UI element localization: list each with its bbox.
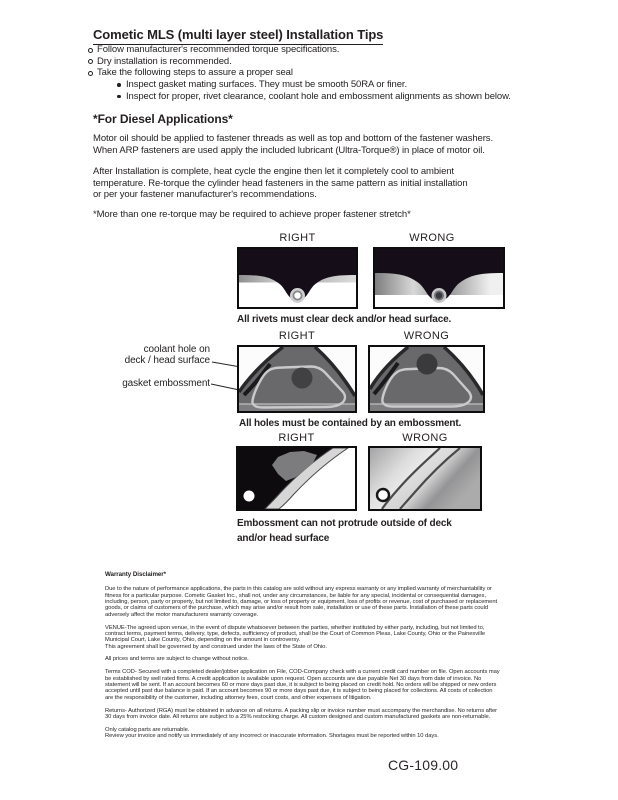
embossment-right-label: RIGHT: [278, 432, 315, 444]
warranty-line: Municipal Court, Lake County, Ohio, depending on the amount in controversy.: [105, 637, 301, 644]
rivet-wrong-svg: [375, 249, 503, 307]
diesel-section: [93, 112, 493, 221]
paragraph-line: temperature. Re-torque the cylinder head fasteners in the same pattern as initial installation: [93, 177, 468, 189]
warranty-line: including, person, party or property, but not limited to, damage, or loss of property or equipment, loss of profits or revenue, cost of purchased or replacement: [105, 599, 498, 606]
tip-item: Follow manufacturer's recommended torque specifications.: [88, 44, 511, 56]
holes-right-svg: [239, 347, 355, 411]
warranty-line: Due to the nature of performance applications, the parts in this catalog are sold without any express warranty or any implied warranty of merchantability or: [105, 586, 492, 593]
paragraph-line: When ARP fasteners are used apply the included lubricant (Ultra-Torque®) in place of motor oil.: [93, 144, 485, 156]
warranty-line: VENUE-The agreed upon venue, in the event of dispute whatsoever between the parties, whether instituted by either party, including, but not limited to,: [105, 624, 485, 631]
bolt-hole-icon: [244, 491, 255, 502]
sub-tip-item: Inspect for proper, rivet clearance, coolant hole and embossment alignments as shown below.: [117, 91, 511, 103]
sub-tips-list: [117, 79, 511, 102]
diesel-paragraph-1: [93, 133, 493, 156]
tips-list: [88, 44, 511, 79]
warranty-paragraph: [105, 727, 525, 740]
warranty-paragraph: [105, 625, 525, 650]
page-code: CG-109.00: [388, 757, 459, 773]
embossment-caption-line1: Embossment can not protrude outside of deck: [237, 518, 452, 529]
bolt-hole-icon: [377, 489, 389, 501]
warranty-paragraph: [105, 656, 525, 662]
coolant-label-line2: deck / head surface: [124, 355, 210, 366]
rivet-clearance-wrong-diagram: [373, 247, 505, 309]
holes-wrong-diagram: [368, 345, 485, 413]
warranty-line: Terms COD- Secured with a completed dealer/jobber application on File, COD-Company check with a current credit card number on file. Open accounts may: [105, 669, 500, 676]
coolant-label-line1: coolant hole on: [143, 344, 210, 355]
warranty-line: accepted until past due balance is paid. If an account becomes 90 or more days past due, it is subject to being placed for collections. All costs of collection: [105, 688, 493, 695]
holes-wrong-label: WRONG: [403, 330, 450, 342]
warranty-line: This agreement shall be governed by and construed under the laws of the State of Ohio.: [105, 643, 327, 650]
embossment-caption: [237, 516, 452, 546]
diesel-paragraph-2: [93, 166, 493, 201]
warranty-line: Returns- Authorized (RGA) must be obtained in advance on all returns. A packing slip or invoice number must accompany the merchandise. No returns after: [105, 707, 497, 714]
warranty-section: [105, 572, 525, 746]
rivet-icon: [432, 288, 447, 303]
holes-right-diagram: [237, 345, 357, 413]
coolant-hole-icon: [417, 354, 438, 375]
rivet-right-svg: [239, 249, 356, 307]
embossment-right-diagram: [236, 446, 357, 511]
warranty-paragraphs: [105, 586, 525, 739]
warranty-line: All prices and terms are subject to change without notice.: [105, 656, 249, 663]
page-title: Cometic MLS (multi layer steel) Installation Tips: [93, 27, 383, 45]
warranty-paragraph: [105, 708, 525, 721]
warranty-line: statement will be sent. If an account becomes 60 or more days past due, it is subject to being placed on credit hold. No orders will be shipped or new orders: [105, 681, 497, 688]
tip-item: Dry installation is recommended.: [88, 56, 511, 68]
rivets-wrong-label: WRONG: [409, 232, 455, 244]
paragraph-line: Motor oil should be applied to fastener threads as well as top and bottom of the fastener washers.: [93, 133, 493, 144]
paragraph-line: After Installation is complete, heat cycle the engine then let it completely cool to ambient: [93, 165, 454, 177]
rivets-caption: All rivets must clear deck and/or head surface.: [237, 314, 452, 325]
warranty-line: are the responsibility of the customer, including attorney fees, court costs, and other expenses of litigation.: [105, 694, 372, 701]
embossment-right-svg: [238, 448, 355, 509]
warranty-line: 30 days from invoice date. All returns are subject to a 25% restocking charge. All custom designed and custom manufactured gaskets are non-returnable.: [105, 713, 491, 720]
coolant-hole-icon: [292, 368, 313, 389]
warranty-line: Review your invoice and notify us immediately of any incorrect or inaccurate information. Shortages must be reported within 10 days.: [105, 733, 439, 740]
gasket-embossment-annotation: gasket embossment: [122, 378, 210, 389]
installation-tips-section: [88, 44, 511, 103]
holes-wrong-svg: [370, 347, 483, 411]
embossment-wrong-diagram: [368, 446, 482, 511]
warranty-paragraph: [105, 586, 525, 618]
sub-tip-item: Inspect gasket mating surfaces. They must be smooth 50RA or finer.: [117, 79, 511, 91]
rivet-clearance-right-diagram: [237, 247, 358, 309]
warranty-line: contract terms, payment terms, delivery, type, defects, sufficiency of product, shall be the Court of Common Pleas, Lake County, Ohio or the Painesville: [105, 630, 486, 637]
embossment-wrong-label: WRONG: [402, 432, 448, 444]
embossment-wrong-svg: [370, 448, 480, 509]
diesel-heading: *For Diesel Applications*: [93, 112, 233, 126]
paragraph-line: or per your fastener manufacturer's recommendations.: [93, 189, 317, 201]
warranty-paragraph: [105, 669, 525, 701]
rivet-icon: [290, 288, 305, 303]
holes-caption: All holes must be contained by an embossment.: [239, 418, 462, 429]
warranty-heading: Warranty Disclaimer*: [105, 571, 167, 578]
warranty-line: be established by well rated firms. A credit application is available upon request. Open accounts are due payable Net 30 days from date of invoice. No: [105, 675, 482, 682]
rivets-right-label: RIGHT: [279, 232, 316, 244]
holes-right-label: RIGHT: [278, 330, 316, 342]
warranty-line: goods, or claims of customers of the purchase, which may arise and/or result from sale, installation or use of these parts. Installation of these parts could: [105, 605, 488, 612]
warranty-line: adversely affect the motor manufacturers warranty coverage.: [105, 611, 259, 618]
embossment-caption-line2: and/or head surface: [237, 533, 330, 544]
retorque-note: *More than one re-torque may be required to achieve proper fastener stretch*: [93, 209, 411, 221]
warranty-line: fitness for a particular purpose. Cometic Gasket Inc., shall not, under any circumstances, be liable for any special, incidental or consequential damages,: [105, 592, 486, 599]
tip-item: Take the following steps to assure a proper seal: [88, 67, 511, 79]
warranty-line: Only catalog parts are returnable.: [105, 726, 190, 733]
